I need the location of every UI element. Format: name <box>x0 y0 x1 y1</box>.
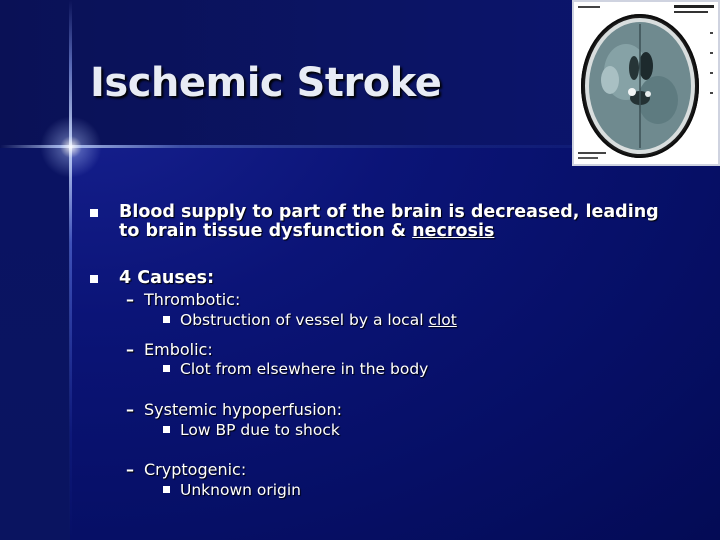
bullet-1-text: to brain tissue dysfunction & <box>119 221 413 241</box>
ct-scan-image <box>572 0 720 166</box>
necrosis-link[interactable]: necrosis <box>412 221 495 241</box>
bullet-marker <box>90 209 98 217</box>
cause-label: Thrombotic: <box>144 290 241 309</box>
dash-marker: – <box>126 400 134 419</box>
bullet-2-text: 4 Causes: <box>119 268 215 288</box>
clot-link[interactable]: clot <box>428 311 457 329</box>
cause-systemic-hypoperfusion <box>126 400 342 420</box>
bullet-marker <box>163 365 170 372</box>
cause-embolic-detail: Clot from elsewhere in the body <box>180 360 429 378</box>
cause-label: Embolic: <box>144 340 213 359</box>
detail-text: Obstruction of vessel by a local <box>180 311 429 329</box>
cause-cryptogenic-detail: Unknown origin <box>180 481 302 499</box>
cause-embolic <box>126 340 213 360</box>
vertical-light-flare <box>69 0 72 540</box>
dash-marker: – <box>126 340 134 359</box>
cause-label: Systemic hypoperfusion: <box>144 400 342 419</box>
bullet-1-line-1: Blood supply to part of the brain is decreased, leading <box>119 202 659 222</box>
left-column-shade <box>0 148 70 540</box>
slide-title: Ischemic Stroke <box>90 60 442 106</box>
dash-marker: – <box>126 290 134 309</box>
bullet-marker <box>163 426 170 433</box>
bullet-marker <box>163 486 170 493</box>
bullet-1-line-2 <box>119 221 494 241</box>
cause-thrombotic <box>126 290 240 310</box>
cause-thrombotic-detail <box>180 310 457 330</box>
bullet-marker <box>163 316 170 323</box>
bullet-marker <box>90 275 98 283</box>
cause-cryptogenic <box>126 460 246 480</box>
cause-systemic-hypoperfusion-detail: Low BP due to shock <box>180 421 340 439</box>
light-flare-glow <box>40 116 102 178</box>
cause-label: Cryptogenic: <box>144 460 247 479</box>
dash-marker: – <box>126 460 134 479</box>
